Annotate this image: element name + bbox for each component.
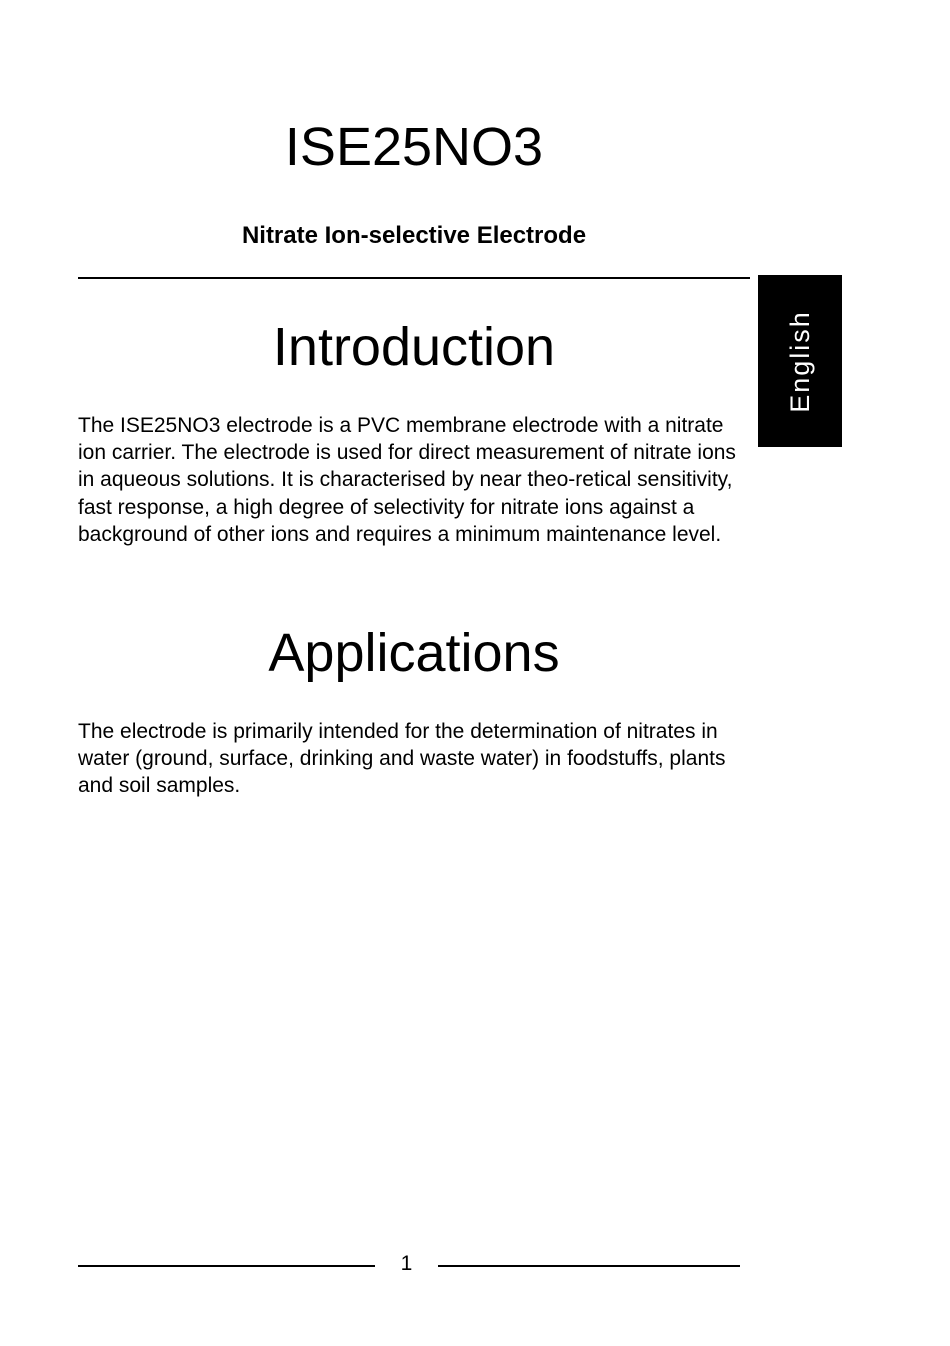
footer-divider-right [438,1265,740,1267]
applications-heading: Applications [268,623,560,683]
header-divider [78,277,750,279]
introduction-text: The ISE25NO3 electrode is a PVC membrane electrode with a nitrate ion carrier. The electrode is used for direct measurement of nitrate ions in aqueous solutions. It is characterised by near theo-retical sensitivity, fast response, a high degree of selectivity for nitrate ions against a background of other ions and requires a minimum maintenance level. [78,414,736,546]
document-subtitle: Nitrate Ion-selective Electrode [241,222,587,249]
language-tab [758,275,842,447]
page-number: 1 [400,1252,413,1275]
introduction-heading: Introduction [272,317,556,377]
footer-divider-left [78,1265,375,1267]
applications-text: The electrode is primarily intended for the determination of nitrates in water (ground, surface, drinking and waste water) in foodstuffs, plants and soil samples. [78,720,726,798]
product-title: ISE25NO3 [284,117,544,177]
language-tab-label: English [784,309,815,413]
